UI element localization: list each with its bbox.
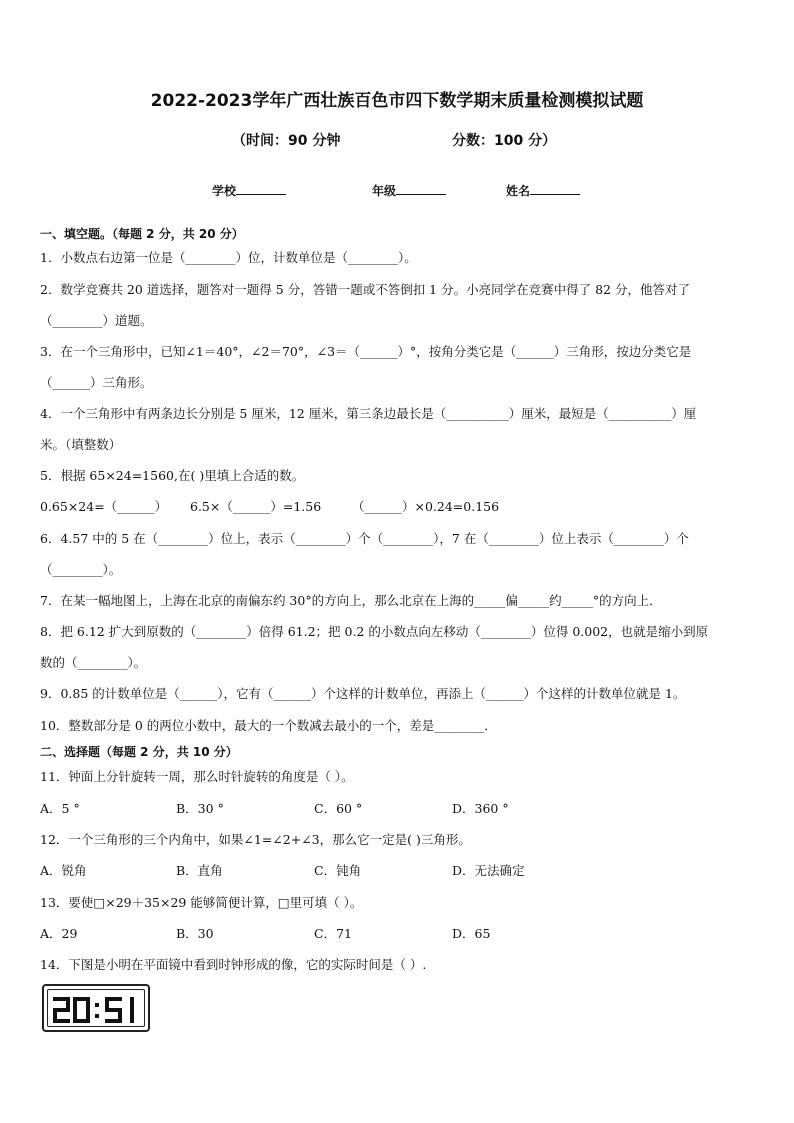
question-13-option-b[interactable]: B．30	[176, 926, 214, 941]
question-12-option-d[interactable]: D．无法确定	[452, 863, 525, 878]
question-12-option-a[interactable]: A．锐角	[40, 863, 87, 878]
name-blank[interactable]	[530, 182, 580, 195]
question-7: 7．在某一幅地图上，上海在北京的南偏东约 30°的方向上，那么北京在上海的_____偏_____约_____°的方向上．	[40, 593, 662, 608]
question-11-option-d[interactable]: D．360 °	[452, 801, 509, 816]
question-12-option-b[interactable]: B．直角	[176, 863, 223, 878]
question-5-part-2: 6.5×（______）=1.56	[190, 499, 322, 514]
question-12: 12．一个三角形的三个内角中，如果∠1=∠2+∠3，那么它一定是( )三角形。	[40, 832, 471, 847]
question-14: 14．下图是小明在平面镜中看到时钟形成的像，它的实际时间是（ ）.	[40, 957, 427, 972]
question-4-line-2: 米。（填整数）	[40, 437, 122, 452]
question-10: 10．整数部分是 0 的两位小数中，最大的一个数减去最小的一个，差是________．	[40, 718, 497, 733]
question-3-line-2: （______）三角形。	[40, 375, 153, 390]
question-9: 9．0.85 的计数单位是（______），它有（______）个这样的计数单位，再添上（______）个这样的计数单位就是 1。	[40, 686, 686, 701]
question-13-option-a[interactable]: A．29	[40, 926, 78, 941]
question-4-line-1: 4．一个三角形中有两条边长分别是 5 厘米，12 厘米，第三条边最长是（__________）厘米，最短是（__________）厘	[40, 406, 697, 421]
school-label: 学校	[212, 184, 237, 198]
question-13-option-c[interactable]: C．71	[314, 926, 352, 941]
total-score: 分数：100 分）	[452, 133, 557, 149]
name-label: 姓名	[506, 184, 531, 198]
clock-digits	[44, 986, 152, 1034]
question-2-line-2: （________）道题。	[40, 313, 153, 328]
mirrored-digital-clock-icon	[42, 984, 150, 1032]
exam-title: 2022-2023学年广西壮族百色市四下数学期末质量检测模拟试题	[150, 91, 644, 111]
name-field	[506, 182, 580, 199]
question-3-line-1: 3．在一个三角形中，已知∠1＝40°，∠2＝70°，∠3＝（______）°，按角分类它是（______）三角形，按边分类它是	[40, 344, 692, 359]
question-11-option-c[interactable]: C．60 °	[314, 801, 363, 816]
time-limit: （时间：90 分钟	[232, 133, 341, 149]
question-13-option-d[interactable]: D．65	[452, 926, 491, 941]
question-5-line-1: 5．根据 65×24=1560,在( )里填上合适的数。	[40, 468, 305, 483]
section-fill-in: 一、填空题。（每题 2 分，共 20 分）	[40, 227, 244, 241]
grade-label: 年级	[372, 184, 397, 198]
question-11-option-a[interactable]: A．5 °	[40, 801, 80, 816]
grade-field	[372, 182, 446, 199]
question-8-line-1: 8．把 6.12 扩大到原数的（________）倍得 61.2；把 0.2 的小数点向左移动（________）位得 0.002，也就是缩小到原	[40, 624, 709, 639]
question-13: 13．要使□×29＋35×29 能够简便计算，□里可填（ ）。	[40, 895, 363, 910]
question-11-option-b[interactable]: B．30 °	[176, 801, 224, 816]
question-12-option-c[interactable]: C．钝角	[314, 863, 362, 878]
question-8-line-2: 数的（________）。	[40, 655, 147, 670]
question-6-line-2: （________）。	[40, 562, 122, 577]
question-1: 1．小数点右边第一位是（________）位，计数单位是（________）。	[40, 250, 417, 265]
question-5-part-3: （______）×0.24=0.156	[352, 499, 500, 514]
school-field	[212, 182, 286, 199]
question-5-part-1: 0.65×24=（______）	[40, 499, 168, 514]
question-11: 11．钟面上分针旋转一周，那么时针旋转的角度是（ ）。	[40, 769, 354, 784]
section-choice: 二、选择题（每题 2 分，共 10 分）	[40, 745, 238, 759]
question-2-line-1: 2．数学竞赛共 20 道选择，题答对一题得 5 分，答错一题或不答倒扣 1 分。小亮同学在竞赛中得了 82 分，他答对了	[40, 282, 690, 297]
grade-blank[interactable]	[396, 182, 446, 195]
question-6-line-1: 6．4.57 中的 5 在（________）位上，表示（________）个（________），7 在（________）位上表示（________）个	[40, 531, 689, 546]
school-blank[interactable]	[236, 182, 286, 195]
